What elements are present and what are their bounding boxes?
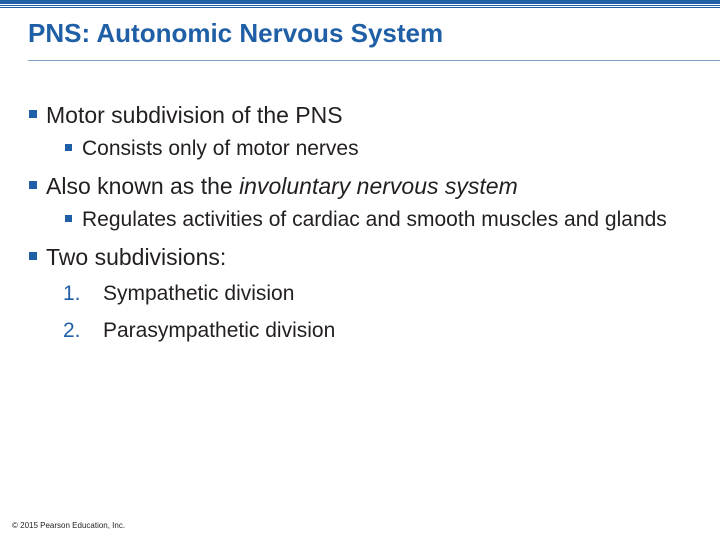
- square-bullet-icon: [65, 215, 72, 222]
- square-bullet-icon: [29, 252, 37, 260]
- sub-bullet-motor-nerves: [28, 136, 698, 161]
- numbered-item-parasympathetic: [28, 318, 698, 343]
- header-stripes: [0, 0, 720, 9]
- bullet-italic-term: involuntary nervous system: [239, 173, 518, 199]
- slide-content: [28, 100, 698, 355]
- square-bullet-icon: [29, 181, 37, 189]
- numbered-item-text: Parasympathetic division: [103, 319, 336, 342]
- bullet-text: Motor subdivision of the PNS: [46, 102, 343, 128]
- header-stripe: [0, 0, 720, 4]
- slide-title: PNS: Autonomic Nervous System: [28, 18, 444, 48]
- header-stripe: [0, 5, 720, 6]
- numbered-item-sympathetic: [28, 281, 698, 306]
- sub-bullet-text: Regulates activities of cardiac and smooth muscles and glands: [82, 208, 667, 231]
- bullet-text: Also known as the: [46, 173, 240, 199]
- bullet-motor-subdivision: [28, 100, 698, 130]
- bullet-text: Two subdivisions:: [46, 244, 227, 270]
- title-divider: [28, 60, 720, 61]
- bullet-two-subdivisions: [28, 242, 698, 272]
- header-stripe: [0, 7, 720, 8]
- numbered-item-text: Sympathetic division: [103, 282, 295, 305]
- list-number: 2.: [63, 319, 81, 342]
- square-bullet-icon: [65, 144, 72, 151]
- square-bullet-icon: [29, 110, 37, 118]
- sub-bullet-regulates: [28, 207, 698, 232]
- list-number: 1.: [63, 282, 81, 305]
- sub-bullet-text: Consists only of motor nerves: [82, 137, 359, 160]
- copyright-footer: © 2015 Pearson Education, Inc.: [12, 521, 126, 530]
- bullet-also-known-as: [28, 171, 698, 201]
